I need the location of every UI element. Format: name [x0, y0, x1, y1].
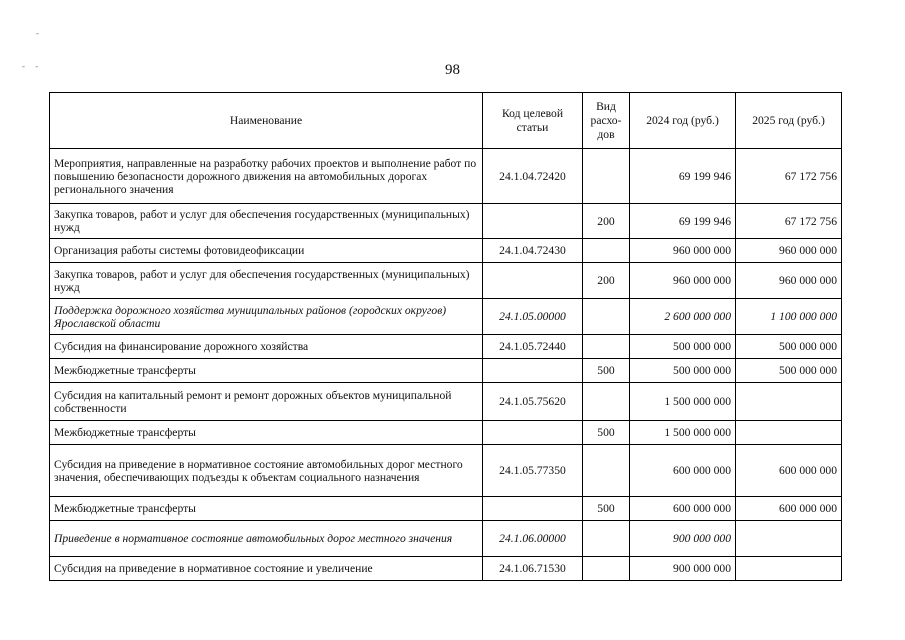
table-row — [50, 557, 842, 581]
cell-type: 500 — [583, 421, 630, 445]
table-row — [50, 149, 842, 204]
cell-name: Субсидия на капитальный ремонт и ремонт дорожных объектов муниципальной собственности — [50, 383, 483, 421]
table-row — [50, 299, 842, 335]
cell-type — [583, 335, 630, 359]
cell-2025: 67 172 756 — [736, 149, 842, 204]
cell-2024: 2 600 000 000 — [630, 299, 736, 335]
cell-code — [483, 204, 583, 239]
cell-name: Субсидия на финансирование дорожного хозяйства — [50, 335, 483, 359]
cell-2024: 1 500 000 000 — [630, 421, 736, 445]
table-row — [50, 421, 842, 445]
table-row — [50, 335, 842, 359]
cell-2024: 900 000 000 — [630, 521, 736, 557]
cell-code: 24.1.05.72440 — [483, 335, 583, 359]
table-row — [50, 239, 842, 263]
cell-2025: 600 000 000 — [736, 445, 842, 497]
table-row — [50, 445, 842, 497]
cell-type — [583, 445, 630, 497]
cell-code — [483, 497, 583, 521]
cell-code: 24.1.05.00000 — [483, 299, 583, 335]
scan-mark: - - — [22, 61, 43, 71]
cell-name: Мероприятия, направленные на разработку рабочих проектов и выполнение работ по повышению безопасности дорожного движения на автомобильных дорогах регионального значения — [50, 149, 483, 204]
cell-2024: 69 199 946 — [630, 204, 736, 239]
cell-2025: 960 000 000 — [736, 239, 842, 263]
cell-type — [583, 149, 630, 204]
cell-2025: 1 100 000 000 — [736, 299, 842, 335]
cell-code — [483, 359, 583, 383]
cell-2025: 500 000 000 — [736, 359, 842, 383]
cell-2025 — [736, 521, 842, 557]
cell-code: 24.1.04.72420 — [483, 149, 583, 204]
column-header-type: Вид расхо- дов — [583, 93, 630, 149]
cell-2024: 960 000 000 — [630, 263, 736, 299]
cell-name: Организация работы системы фотовидеофиксации — [50, 239, 483, 263]
cell-name: Субсидия на приведение в нормативное состояние и увеличение — [50, 557, 483, 581]
page-number: 98 — [445, 62, 460, 78]
cell-code: 24.1.05.77350 — [483, 445, 583, 497]
cell-type — [583, 299, 630, 335]
cell-type — [583, 521, 630, 557]
cell-2024: 500 000 000 — [630, 335, 736, 359]
cell-code — [483, 421, 583, 445]
cell-code — [483, 263, 583, 299]
scan-mark: - — [36, 28, 39, 38]
table-row — [50, 521, 842, 557]
cell-2025: 960 000 000 — [736, 263, 842, 299]
cell-code: 24.1.06.71530 — [483, 557, 583, 581]
cell-name: Межбюджетные трансферты — [50, 359, 483, 383]
cell-code: 24.1.06.00000 — [483, 521, 583, 557]
cell-2025: 600 000 000 — [736, 497, 842, 521]
column-header-name: Наименование — [50, 93, 483, 149]
cell-2025 — [736, 557, 842, 581]
cell-name: Закупка товаров, работ и услуг для обеспечения государственных (муниципальных) нужд — [50, 204, 483, 239]
cell-type — [583, 557, 630, 581]
cell-2024: 900 000 000 — [630, 557, 736, 581]
cell-name: Межбюджетные трансферты — [50, 421, 483, 445]
table-row — [50, 383, 842, 421]
cell-2024: 69 199 946 — [630, 149, 736, 204]
cell-type — [583, 239, 630, 263]
cell-name: Приведение в нормативное состояние автомобильных дорог местного значения — [50, 521, 483, 557]
cell-2024: 600 000 000 — [630, 497, 736, 521]
cell-2025: 500 000 000 — [736, 335, 842, 359]
cell-type: 500 — [583, 497, 630, 521]
table-row — [50, 204, 842, 239]
cell-name: Поддержка дорожного хозяйства муниципальных районов (городских округов) Ярославской области — [50, 299, 483, 335]
cell-type: 200 — [583, 204, 630, 239]
cell-2024: 1 500 000 000 — [630, 383, 736, 421]
cell-type: 200 — [583, 263, 630, 299]
cell-type — [583, 383, 630, 421]
table-row — [50, 359, 842, 383]
cell-2024: 500 000 000 — [630, 359, 736, 383]
table-row — [50, 263, 842, 299]
column-header-2025: 2025 год (руб.) — [736, 93, 842, 149]
column-header-code: Код целевой статьи — [483, 93, 583, 149]
table-header-row — [50, 93, 842, 149]
cell-name: Межбюджетные трансферты — [50, 497, 483, 521]
cell-name: Субсидия на приведение в нормативное состояние автомобильных дорог местного значения, обеспечивающих подъезды к объектам социального назначения — [50, 445, 483, 497]
cell-2025 — [736, 421, 842, 445]
cell-2025 — [736, 383, 842, 421]
cell-type: 500 — [583, 359, 630, 383]
cell-code: 24.1.04.72430 — [483, 239, 583, 263]
cell-2024: 600 000 000 — [630, 445, 736, 497]
cell-2024: 960 000 000 — [630, 239, 736, 263]
cell-code: 24.1.05.75620 — [483, 383, 583, 421]
column-header-2024: 2024 год (руб.) — [630, 93, 736, 149]
cell-2025: 67 172 756 — [736, 204, 842, 239]
cell-name: Закупка товаров, работ и услуг для обеспечения государственных (муниципальных) нужд — [50, 263, 483, 299]
budget-table — [49, 92, 842, 581]
table-row — [50, 497, 842, 521]
